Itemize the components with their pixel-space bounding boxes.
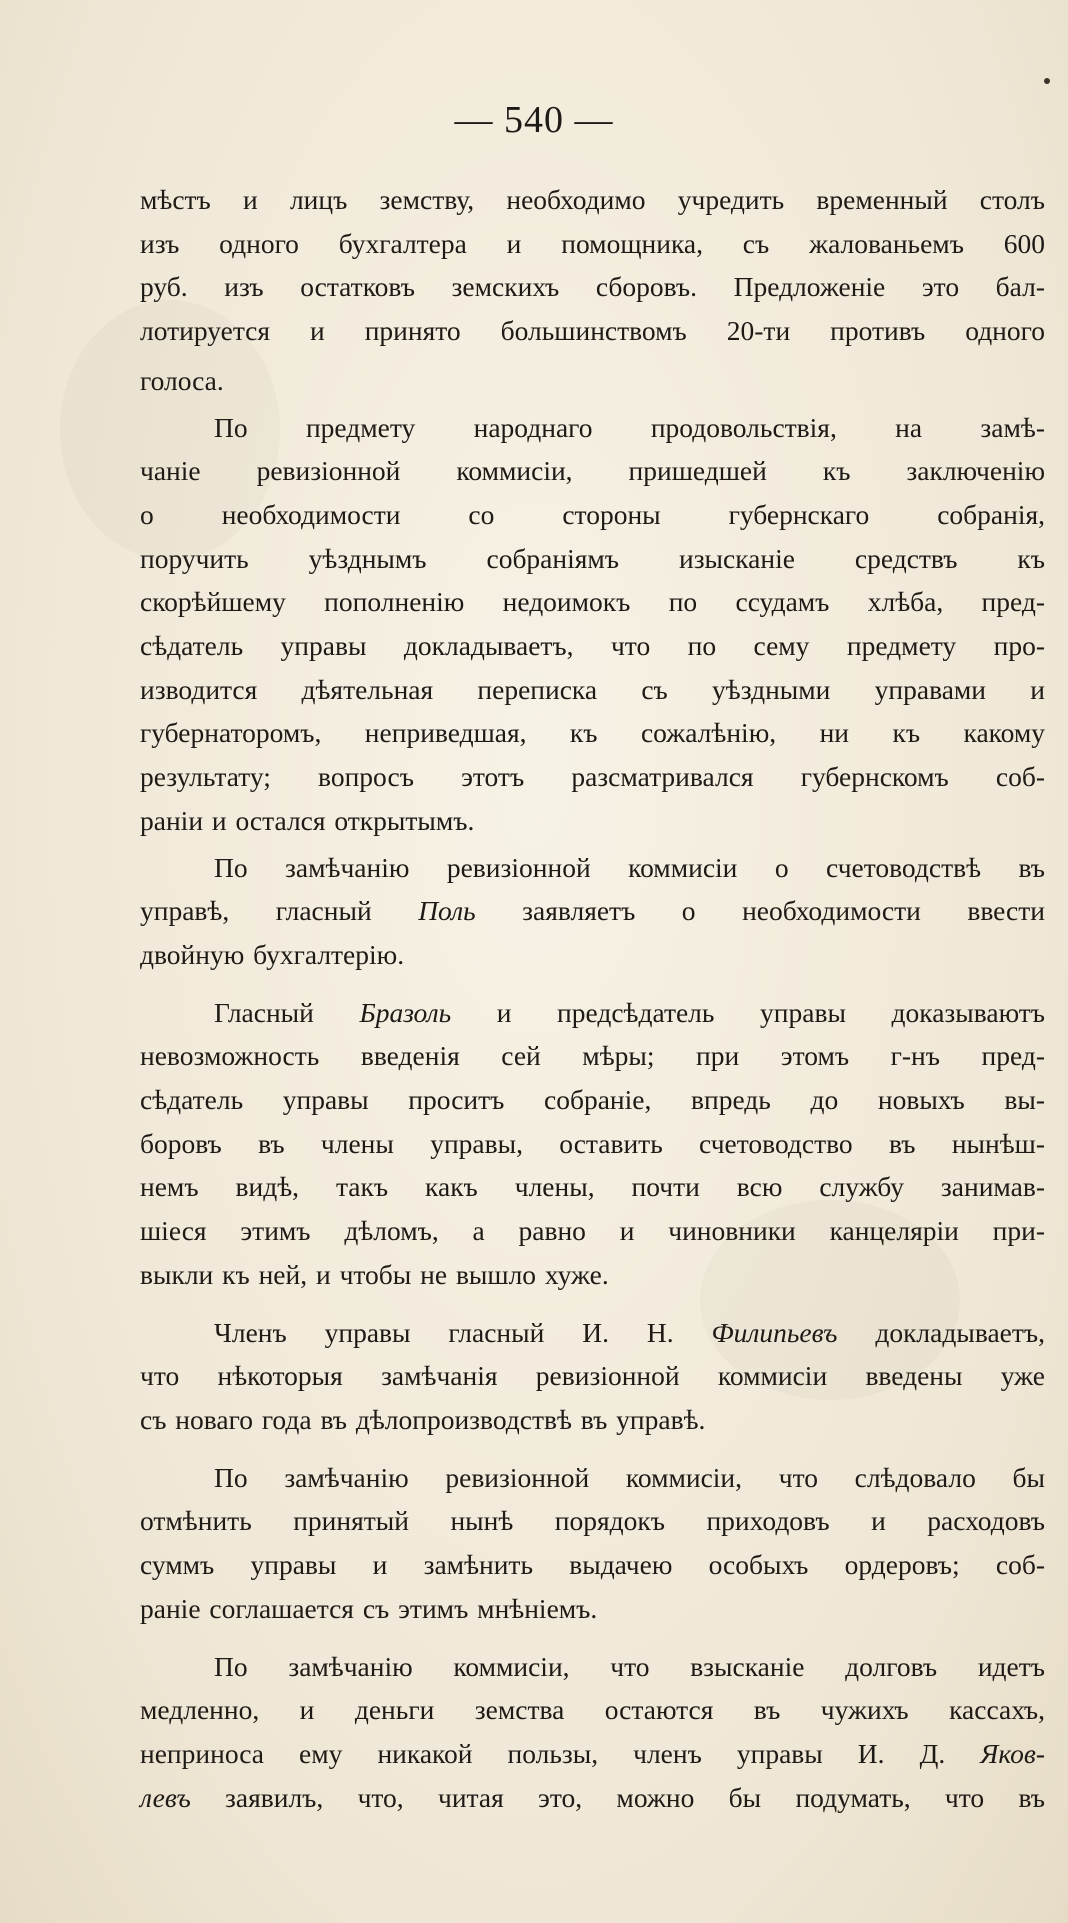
text-line: скорѣйшему пополненію недоимокъ по ссудамъ хлѣба, пред- [140,586,1045,618]
text-line: выкли къ ней, и чтобы не вышло хуже. [140,1258,609,1290]
text-line: немъ видѣ, такъ какъ члены, почти всю службу занимав- [140,1171,1045,1203]
paragraph-1-end [140,359,1045,403]
text-line: По замѣчанію ревизіонной коммисіи о счетоводствѣ въ [214,851,1045,883]
paragraph-6 [140,1456,1045,1500]
text-line: изъ одного бухгалтера и помощника, съ жалованьемъ 600 [140,227,1045,259]
text-line: чаніе ревизіонной коммисіи, пришедшей къ заключенію [140,455,1045,487]
text-line: раніе соглашается съ этимъ мнѣніемъ. [140,1592,598,1624]
paragraph-3 [140,846,1045,890]
paragraph-2-end [140,799,1045,843]
text-line: изводится дѣятельная переписка съ уѣздными управами и [140,673,1045,705]
text-line: мѣстъ и лицъ земству, необходимо учредить временный столъ [140,184,1045,215]
text-line-with-name: левъ заявилъ, что, читая это, можно бы подумать, что въ [140,1781,1045,1813]
surname-filipiev: Филипьевъ [711,1316,838,1348]
surname-pol: Поль [418,895,476,927]
paragraph-2-body [140,449,1045,799]
text-line: о необходимости со стороны губернскаго собранія, [140,498,1045,530]
text-line: По замѣчанію коммисіи, что взысканіе долговъ идетъ [214,1650,1045,1682]
text-line: сѣдатель управы докладываетъ, что по сему предмету про- [140,630,1045,662]
paragraph-2 [140,406,1045,450]
paragraph-4-end [140,1253,1045,1297]
text-line: двойную бухгалтерію. [140,938,405,970]
paragraph-7 [140,1645,1045,1689]
text-line: лотируется и принято большинствомъ 20-ти противъ одного [140,315,1045,347]
text-line-with-name: Членъ управы гласный И. Н. Филипьевъ докладываетъ, [214,1316,1045,1348]
text-line: раніи и остался открытымъ. [140,804,475,836]
text-line: медленно, и деньги земства остаются въ чужихъ кассахъ, [140,1694,1045,1726]
text-line: отмѣнить принятый нынѣ порядокъ приходовъ и расходовъ [140,1505,1045,1537]
surname-yakovlev-part2: левъ [140,1781,191,1813]
text-line: суммъ управы и замѣнить выдачею особыхъ ордеровъ; соб- [140,1549,1045,1581]
text-line: результату; вопросъ этотъ разсматривался губернскомъ соб- [140,761,1045,793]
surname-brazol: Бразоль [359,996,452,1028]
text-line-with-name: Гласный Бразоль и предсѣдатель управы доказываютъ [214,996,1045,1028]
text-line: руб. изъ остатковъ земскихъ сборовъ. Предложеніе это бал- [140,271,1045,303]
text-line: боровъ въ члены управы, оставить счетоводство въ нынѣш- [140,1127,1045,1159]
paragraph-6-body [140,1499,1045,1586]
text-line: По предмету народнаго продовольствія, на замѣ- [214,411,1045,443]
text-line: голоса. [140,364,224,396]
text-line-with-name: управѣ, гласный Поль заявляетъ о необходимости ввести [140,895,1045,927]
paragraph-6-end [140,1587,1045,1631]
paragraph-3-body [140,889,1045,933]
text-line: По замѣчанію ревизіонной коммисіи, что слѣдовало бы [214,1461,1045,1493]
text-line: губернаторомъ, неприведшая, къ сожалѣнію, ни къ какому [140,717,1045,749]
surname-yakovlev-part1: Яков- [980,1737,1045,1769]
text-line-with-name: неприноса ему никакой пользы, членъ управы И. Д. Яков- [140,1737,1045,1769]
text-line: поручить уѣзднымъ собраніямъ изысканіе средствъ къ [140,542,1045,574]
text-line: невозможность введенія сей мѣры; при этомъ г-нъ пред- [140,1040,1045,1072]
paragraph-5 [140,1311,1045,1355]
text-line: шіеся этимъ дѣломъ, а равно и чиновники канцеляріи при- [140,1215,1045,1247]
body-text [140,178,1045,1819]
text-line: съ новаго года въ дѣлопроизводствѣ въ управѣ. [140,1403,706,1435]
paragraph-1 [140,178,1045,353]
text-line: что нѣкоторыя замѣчанія ревизіонной коммисіи введены уже [140,1360,1045,1392]
paragraph-7-body [140,1688,1045,1819]
paragraph-3-end [140,933,1045,977]
paragraph-4-body [140,1034,1045,1253]
paragraph-5-end [140,1398,1045,1442]
paragraph-5-body [140,1354,1045,1398]
text-line: сѣдатель управы проситъ собраніе, впредь до новыхъ вы- [140,1084,1045,1116]
page-number: — 540 — [454,99,614,141]
edge-mark [1044,78,1050,84]
paragraph-4 [140,991,1045,1035]
